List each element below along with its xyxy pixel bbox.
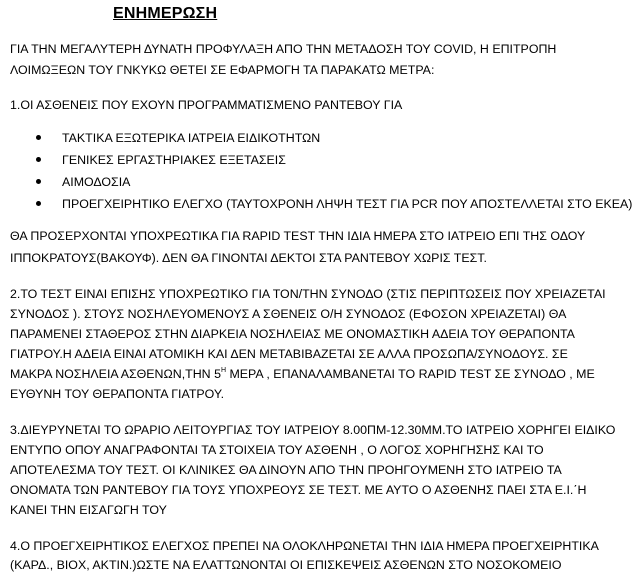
bullet-dot-icon (36, 201, 41, 206)
bullet-item (36, 174, 130, 190)
intro-line-1: ΓΙΑ ΤΗΝ ΜΕΓΑΛΥΤΕΡΗ ΔΥΝΑΤΗ ΠΡΟΦΥΛΑΞΗ ΑΠΟ ΤΗΝ ΜΕΤΑΔΟΣΗ ΤΟΥ COVID, Η ΕΠΙΤΡΟΠΗ (10, 42, 557, 56)
section3-line-4: ΟΝΟΜΑΤΑ ΤΩΝ ΡΑΝΤΕΒΟΥ ΓΙΑ ΤΟΥΣ ΥΠΟΧΡΕΟΥΣ ΣΕ ΤΕΣΤ. ΜΕ ΑΥΤΟ Ο ΑΣΘΕΝΗΣ ΠΑΕΙ ΣΤΑ Ε.Ι.΄Η (10, 483, 587, 497)
section3-line-3: ΑΠΟΤΕΛΕΣΜΑ ΤΟΥ ΤΕΣΤ. ΟΙ ΚΛΙΝΙΚΕΣ ΘΑ ΔΙΝΟΥΝ ΑΠΟ ΤΗΝ ΠΡΟΗΓΟΥΜΕΝΗ ΣΤΟ ΙΑΤΡΕΙΟ ΤΑ (10, 463, 562, 477)
bullet-item (36, 152, 286, 168)
document-title: ΕΝΗΜΕΡΩΣΗ (113, 5, 218, 22)
bullet-item (36, 196, 632, 212)
section3-line-1: 3.ΔΙΕΥΡΥΝΕΤΑΙ ΤΟ ΩΡΑΡΙΟ ΛΕΙΤΟΥΡΓΙΑΣ ΤΟΥ ΙΑΤΡΕΙΟΥ 8.00ΠΜ-12.30ΜΜ.ΤΟ ΙΑΤΡΕΙΟ ΧΟΡΗΓΕΙ ΕΙΔΙΚΟ (10, 423, 616, 437)
section3-line-5: ΚΑΝΕΙ ΤΗΝ ΕΙΣΑΓΩΓΗ ΤΟΥ (10, 503, 167, 517)
section4-line-2: (ΚΑΡΔ., ΒΙΟΧ, ΑΚΤΙΝ.)ΩΣΤΕ ΝΑ ΕΛΑΤΤΩΝΟΝΤΑΙ ΟΙ ΕΠΙΣΚΕΨΕΙΣ ΑΣΘΕΝΩΝ ΣΤΟ ΝΟΣΟΚΟΜΕΙΟ (10, 558, 562, 572)
section2-line-6: ΕΥΘΥΝΗ ΤΟΥ ΘΕΡΑΠΟΝΤΑ ΓΙΑΤΡΟΥ. (10, 387, 225, 401)
section2-line-3: ΠΑΡΑΜΕΝΕΙ ΣΤΑΘΕΡΟΣ ΣΤΗΝ ΔΙΑΡΚΕΙΑ ΝΟΣΗΛΕΙΑΣ ΜΕ ΟΝΟΜΑΣΤΙΚΗ ΑΔΕΙΑ ΤΟΥ ΘΕΡΑΠΟΝΤΑ (10, 327, 575, 341)
section4-line-1: 4.Ο ΠΡΟΕΓΧΕΙΡΗΤΙΚΟΣ ΕΛΕΓΧΟΣ ΠΡΕΠΕΙ ΝΑ ΟΛΟΚΛΗΡΩΝΕΤΑΙ ΤΗΝ ΙΔΙΑ ΗΜΕΡΑ ΠΡΟΕΓΧΕΙΡΗΤΙΚΑ (10, 539, 599, 553)
section3-line-2: ΕΝΤΥΠΟ ΟΠΟΥ ΑΝΑΓΡΑΦΟΝΤΑΙ ΤΑ ΣΤΟΙΧΕΙΑ ΤΟΥ ΑΣΘΕΝΗ , Ο ΛΟΓΟΣ ΧΟΡΗΓΗΣΗΣ ΚΑΙ ΤΟ (10, 443, 544, 457)
bullet-text: ΑΙΜΟΔΟΣΙΑ (62, 175, 131, 189)
section2-line-4: ΓΙΑΤΡΟΥ.Η ΑΔΕΙΑ ΕΙΝΑΙ ΑΤΟΜΙΚΗ ΚΑΙ ΔΕΝ ΜΕΤΑΒΙΒΑΖΕΤΑΙ ΣΕ ΑΛΛΑ ΠΡΟΣΩΠΑ/ΣΥΝΟΔΟΥΣ. ΣΕ (10, 347, 568, 361)
section2-line-5 (10, 366, 595, 382)
section2-line-5-end: ΜΕΡΑ , ΕΠΑΝΑΛΑΜΒΑΝΕΤΑΙ ΤΟ RAPID TEST ΣΕ ΣΥΝΟΔΟ , ΜΕ (226, 367, 595, 381)
ordinal-superscript: Η (220, 367, 227, 374)
bullet-dot-icon (36, 179, 41, 184)
section2-line-5-start: ΜΑΚΡΑ ΝΟΣΗΛΕΙΑ ΑΣΘΕΝΩΝ,ΤΗΝ 5 (10, 367, 221, 381)
section1-body-line-1: ΘΑ ΠΡΟΣΕΡΧΟΝΤΑΙ ΥΠΟΧΡΕΩΤΙΚΑ ΓΙΑ RAPID TEST ΤΗΝ ΙΔΙΑ ΗΜΕΡΑ ΣΤΟ ΙΑΤΡΕΙΟ ΕΠΙ ΤΗΣ ΟΔΟΥ (10, 229, 586, 243)
section2-line-2: ΣΥΝΟΔΟΣ ). ΣΤΟΥΣ ΝΟΣΗΛΕΥΟΜΕΝΟΥΣ Α ΣΘΕΝΕΙΣ Ο/Η ΣΥΝΟΔΟΣ (ΕΦΟΣΟΝ ΧΡΕΙΑΖΕΤΑΙ) ΘΑ (10, 307, 567, 321)
bullet-dot-icon (36, 157, 41, 162)
section2-line-1: 2.ΤΟ ΤΕΣΤ ΕΙΝΑΙ ΕΠΙΣΗΣ ΥΠΟΧΡΕΩΤΙΚΟ ΓΙΑ ΤΟΝ/ΤΗΝ ΣΥΝΟΔΟ (ΣΤΙΣ ΠΕΡΙΠΤΩΣΕΙΣ ΠΟΥ ΧΡΕΙΑΖΕΤΑΙ (10, 287, 606, 301)
bullet-item (36, 130, 320, 146)
intro-line-2: ΛΟΙΜΩΞΕΩΝ ΤΟΥ ΓΝΚΥΚΩ ΘΕΤΕΙ ΣΕ ΕΦΑΡΜΟΓΗ ΤΑ ΠΑΡΑΚΑΤΩ ΜΕΤΡΑ: (10, 63, 435, 77)
bullet-dot-icon (36, 135, 41, 140)
bullet-text: ΤΑΚΤΙΚΑ ΕΞΩΤΕΡΙΚΑ ΙΑΤΡΕΙΑ ΕΙΔΙΚΟΤΗΤΩΝ (62, 131, 321, 145)
bullet-text: ΓΕΝΙΚΕΣ ΕΡΓΑΣΤΗΡΙΑΚΕΣ ΕΞΕΤΑΣΕΙΣ (62, 153, 286, 167)
bullet-text: ΠΡΟΕΓΧΕΙΡΗΤΙΚΟ ΕΛΕΓΧΟ (ΤΑΥΤΟΧΡΟΝΗ ΛΗΨΗ ΤΕΣΤ ΓΙΑ PCR ΠΟΥ ΑΠΟΣΤΕΛΛΕΤΑΙ ΣΤΟ ΕΚΕΑ) (62, 197, 633, 211)
section1-body-line-2: ΙΠΠΟΚΡΑΤΟΥΣ(ΒΑΚΟΥΦ). ΔΕΝ ΘΑ ΓΙΝΟΝΤΑΙ ΔΕΚΤΟΙ ΣΤΑ ΡΑΝΤΕΒΟΥ ΧΩΡΙΣ ΤΕΣΤ. (10, 251, 487, 265)
section1-heading: 1.ΟΙ ΑΣΘΕΝΕΙΣ ΠΟΥ ΕΧΟΥΝ ΠΡΟΓΡΑΜΜΑΤΙΣΜΕΝΟ ΡΑΝΤΕΒΟΥ ΓΙΑ (10, 98, 403, 112)
